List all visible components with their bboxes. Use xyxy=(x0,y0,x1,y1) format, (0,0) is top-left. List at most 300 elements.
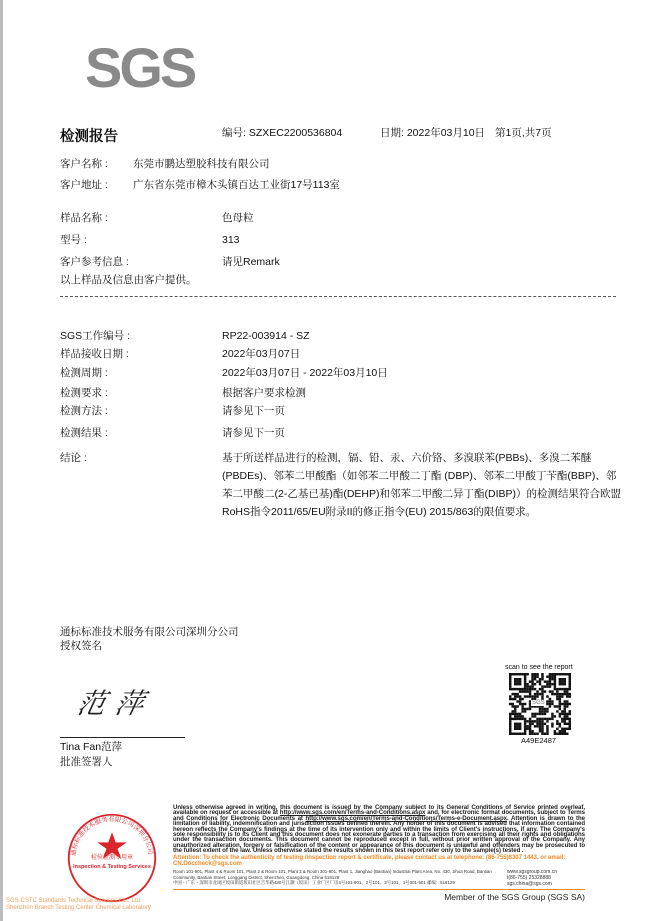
qr-module xyxy=(514,715,516,717)
lab-name xyxy=(6,898,168,912)
qr-module xyxy=(529,693,531,695)
qr-module xyxy=(564,730,566,732)
contacts xyxy=(507,869,585,887)
qr-module xyxy=(519,700,521,702)
qr-module xyxy=(524,703,526,705)
qr-module xyxy=(526,728,528,730)
qr-module xyxy=(524,673,526,675)
page-edge xyxy=(0,0,3,921)
qr-module xyxy=(514,673,516,675)
qr-module xyxy=(559,713,561,715)
qr-module xyxy=(511,713,513,715)
qr-module xyxy=(531,713,533,715)
qr-module xyxy=(566,713,568,715)
qr-module xyxy=(541,690,543,692)
qr-module xyxy=(514,718,516,720)
qr-module xyxy=(566,733,568,735)
qr-module xyxy=(534,675,536,677)
qr-module xyxy=(526,683,528,685)
qr-module xyxy=(524,733,526,735)
qr-module xyxy=(521,688,523,690)
qr-module xyxy=(541,713,543,715)
qr-module xyxy=(509,725,511,727)
qr-module xyxy=(561,720,563,722)
qr-module xyxy=(554,715,556,717)
qr-module xyxy=(564,715,566,717)
qr-module xyxy=(569,675,571,677)
qr-module xyxy=(539,693,541,695)
qr-module xyxy=(519,728,521,730)
qr-module xyxy=(559,678,561,680)
qr-module xyxy=(534,678,536,680)
lab-name-line1: SGS-CSTC Standards Technical Services Co., Ltd. xyxy=(6,898,142,904)
qr-module xyxy=(561,688,563,690)
qr-module xyxy=(514,705,516,707)
qr-module xyxy=(521,718,523,720)
qr-module xyxy=(561,718,563,720)
company-name: 通标标准技术服务有限公司深圳分公司 xyxy=(60,626,239,638)
qr-module xyxy=(546,728,548,730)
qr-module xyxy=(551,703,553,705)
qr-module xyxy=(514,708,516,710)
e-terms-link[interactable]: http://www.sgs.com/en/Terms-and-Conditions/Terms-e-Document.aspx xyxy=(305,814,508,822)
qr-module xyxy=(534,693,536,695)
addresses xyxy=(173,869,501,887)
qr-module xyxy=(569,718,571,720)
qr-module xyxy=(519,698,521,700)
qr-module xyxy=(566,703,568,705)
qr-module xyxy=(529,688,531,690)
qr-module xyxy=(559,723,561,725)
qr-module xyxy=(559,708,561,710)
qr-module xyxy=(509,675,511,677)
qr-module xyxy=(544,713,546,715)
qr-module xyxy=(561,673,563,675)
divider xyxy=(60,296,616,297)
qr-module xyxy=(519,695,521,697)
qr-module xyxy=(541,733,543,735)
qr-module xyxy=(534,715,536,717)
qr-module xyxy=(521,733,523,735)
qr-module xyxy=(519,703,521,705)
qr-module xyxy=(564,708,566,710)
qr-module xyxy=(541,693,543,695)
qr-module xyxy=(556,723,558,725)
qr-module xyxy=(516,688,518,690)
qr-module xyxy=(569,688,571,690)
test-request: 根据客户要求检测 xyxy=(222,387,306,399)
qr-module xyxy=(526,688,528,690)
qr-module xyxy=(566,693,568,695)
qr-module xyxy=(541,723,543,725)
qr-module xyxy=(521,710,523,712)
qr-module xyxy=(511,718,513,720)
qr-module xyxy=(516,723,518,725)
qr-module xyxy=(544,708,546,710)
qr-module xyxy=(566,673,568,675)
sgs-job-number: RP22-003914 - SZ xyxy=(222,330,310,342)
qr-module xyxy=(544,733,546,735)
qr-module xyxy=(524,725,526,727)
qr-module xyxy=(556,690,558,692)
lab-name-line2: Shenzhen Branch Testing Center Chemical Laboratory xyxy=(6,905,151,911)
qr-module xyxy=(544,718,546,720)
qr-module xyxy=(554,678,556,680)
qr-code-id: A49E2487 xyxy=(521,736,557,745)
qr-module xyxy=(531,715,533,717)
qr-module xyxy=(551,675,553,677)
qr-module xyxy=(569,703,571,705)
result-label: 检测结果 : xyxy=(60,427,108,439)
qr-module xyxy=(516,725,518,727)
qr-module xyxy=(531,733,533,735)
qr-module xyxy=(549,678,551,680)
qr-module xyxy=(509,718,511,720)
qr-module xyxy=(516,695,518,697)
qr-module xyxy=(549,703,551,705)
qr-module xyxy=(529,728,531,730)
qr-module xyxy=(551,693,553,695)
sgs-logo xyxy=(85,36,195,99)
qr-module xyxy=(551,673,553,675)
qr-module xyxy=(524,730,526,732)
qr-module xyxy=(509,680,511,682)
qr-module xyxy=(546,703,548,705)
qr-module xyxy=(524,683,526,685)
qr-module xyxy=(541,720,543,722)
qr-module xyxy=(566,700,568,702)
qr-module xyxy=(564,718,566,720)
qr-module xyxy=(519,673,521,675)
authorized-signature-label: 授权签名 xyxy=(60,640,102,652)
signer-role: 批准签署人 xyxy=(60,756,113,768)
qr-module xyxy=(531,678,533,680)
qr-module xyxy=(554,683,556,685)
qr-module xyxy=(531,675,533,677)
qr-module xyxy=(566,718,568,720)
qr-module xyxy=(556,705,558,707)
qr-module xyxy=(519,683,521,685)
qr-module xyxy=(569,683,571,685)
qr-module xyxy=(554,673,556,675)
terms-link[interactable]: http://www.sgs.com/en/Terms-and-Conditions.aspx xyxy=(279,809,426,817)
qr-module xyxy=(529,690,531,692)
qr-module xyxy=(549,680,551,682)
qr-module xyxy=(559,688,561,690)
qr-module xyxy=(519,725,521,727)
qr-module xyxy=(539,688,541,690)
qr-module xyxy=(564,680,566,682)
qr-module xyxy=(509,733,511,735)
qr-module xyxy=(551,678,553,680)
qr-module xyxy=(521,673,523,675)
footer xyxy=(173,805,585,910)
qr-module xyxy=(564,733,566,735)
qr-module xyxy=(546,680,548,682)
disclaimer-text: . Attention is drawn to the limitation of liability, indemnification and jurisdiction issues defined therein. Any holder of this document is advised that information contained hereon reflects the Company's findings at the time of its intervention only and within the limits of Client's instructions, if any. The Company's sole responsibility is to its Client and this document does not exonerate parties to a transaction from exercising all their rights and obligations under the transaction documents. This document cannot be reproduced except in full, without prior written approval of the Company. Any unauthorized alteration, forgery or falsification of the content or appearance of this document is unlawful and offenders may be prosecuted to the fullest extent of the law. Unless otherwise stated the results shown in this test report refer only to the sample(s) tested . xyxy=(173,814,585,855)
sample-name: 色母粒 xyxy=(222,212,254,224)
qr-module xyxy=(546,685,548,687)
client-ref-label: 客户参考信息 : xyxy=(60,256,129,268)
qr-module xyxy=(549,705,551,707)
qr-module xyxy=(524,723,526,725)
qr-module xyxy=(554,675,556,677)
address-cn: 中国・广东・深圳市龙岗区坂田街道坂田社区吉华路430号江灏（坂田）工业厂区厂房4号101-901、2号101、3号101、1号301-501 邮编：518129 xyxy=(173,880,455,886)
qr-module xyxy=(536,718,538,720)
qr-module xyxy=(526,673,528,675)
qr-module xyxy=(536,713,538,715)
qr-module xyxy=(514,725,516,727)
qr-module xyxy=(511,673,513,675)
qr-module xyxy=(536,675,538,677)
model: 313 xyxy=(222,234,240,246)
qr-module xyxy=(514,710,516,712)
qr-module xyxy=(529,733,531,735)
test-period: 2022年03月07日 - 2022年03月10日 xyxy=(222,367,388,379)
qr-module xyxy=(554,730,556,732)
qr-module xyxy=(561,733,563,735)
qr-module xyxy=(561,683,563,685)
qr-module xyxy=(519,733,521,735)
qr-module xyxy=(566,715,568,717)
qr-module xyxy=(509,695,511,697)
qr-module xyxy=(521,715,523,717)
qr-module xyxy=(551,683,553,685)
qr-module xyxy=(544,690,546,692)
qr-module xyxy=(514,723,516,725)
qr-module xyxy=(534,720,536,722)
report-date: 日期: 2022年03月10日 xyxy=(380,127,486,139)
qr-module xyxy=(541,728,543,730)
qr-module xyxy=(516,733,518,735)
qr-module xyxy=(566,688,568,690)
qr-module xyxy=(559,673,561,675)
qr-module xyxy=(556,733,558,735)
qr-module xyxy=(531,695,533,697)
client-address-label: 客户地址 : xyxy=(60,179,108,191)
qr-module xyxy=(526,720,528,722)
qr-module xyxy=(566,723,568,725)
qr-module xyxy=(559,705,561,707)
sample-note: 以上样品及信息由客户提供。 xyxy=(60,274,197,286)
qr-module xyxy=(524,710,526,712)
qr-module xyxy=(516,693,518,695)
qr-module xyxy=(511,705,513,707)
qr-module xyxy=(546,683,548,685)
qr-module xyxy=(569,725,571,727)
period-label: 检测周期 : xyxy=(60,367,108,379)
qr-module xyxy=(554,693,556,695)
qr-module xyxy=(541,685,543,687)
qr-module xyxy=(549,700,551,702)
qr-module xyxy=(521,705,523,707)
qr-caption: scan to see the report xyxy=(505,664,573,671)
qr-module xyxy=(536,725,538,727)
qr-module xyxy=(516,680,518,682)
qr-module xyxy=(541,673,543,675)
qr-module xyxy=(534,683,536,685)
qr-module xyxy=(546,675,548,677)
qr-module xyxy=(524,718,526,720)
qr-module xyxy=(509,730,511,732)
qr-module xyxy=(524,678,526,680)
qr-module xyxy=(539,728,541,730)
qr-module xyxy=(526,690,528,692)
qr-module xyxy=(556,698,558,700)
qr-module xyxy=(569,728,571,730)
qr-module xyxy=(564,683,566,685)
qr-module xyxy=(516,705,518,707)
qr-module xyxy=(549,683,551,685)
qr-module xyxy=(536,695,538,697)
qr-module xyxy=(544,723,546,725)
qr-module xyxy=(511,698,513,700)
qr-module xyxy=(569,713,571,715)
qr-module xyxy=(521,690,523,692)
qr-module xyxy=(529,730,531,732)
qr-module xyxy=(561,678,563,680)
stamp-center-cn: 检验检测专用章 xyxy=(90,855,133,861)
qr-module xyxy=(541,718,543,720)
qr-module xyxy=(559,730,561,732)
qr-module xyxy=(546,710,548,712)
qr-module xyxy=(529,708,531,710)
qr-module xyxy=(511,703,513,705)
qr-module xyxy=(564,678,566,680)
qr-module xyxy=(516,715,518,717)
qr-module xyxy=(564,705,566,707)
qr-module xyxy=(561,730,563,732)
qr-module xyxy=(556,728,558,730)
qr-module xyxy=(561,728,563,730)
qr-module xyxy=(511,693,513,695)
test-method: 请参见下一页 xyxy=(222,405,285,417)
qr-module xyxy=(559,700,561,702)
qr-module xyxy=(514,693,516,695)
qr-module xyxy=(509,713,511,715)
qr-module xyxy=(566,728,568,730)
qr-module xyxy=(569,723,571,725)
qr-module xyxy=(546,733,548,735)
qr-module xyxy=(539,723,541,725)
qr-module xyxy=(561,695,563,697)
qr-module xyxy=(544,710,546,712)
qr-module xyxy=(511,733,513,735)
qr-module xyxy=(509,698,511,700)
qr-module xyxy=(516,728,518,730)
qr-module xyxy=(529,680,531,682)
qr-module xyxy=(536,673,538,675)
qr-module xyxy=(541,688,543,690)
sgs-job-label: SGS工作编号 : xyxy=(60,330,131,342)
qr-module xyxy=(561,713,563,715)
stamp-center-en: Inspection & Testing Services xyxy=(73,864,151,870)
qr-module xyxy=(569,678,571,680)
qr-module xyxy=(559,725,561,727)
page-title: 检测报告 xyxy=(60,129,118,145)
qr-module xyxy=(539,718,541,720)
received-date: 2022年03月07日 xyxy=(222,348,301,360)
qr-module xyxy=(524,720,526,722)
qr-module xyxy=(564,690,566,692)
qr-module xyxy=(539,680,541,682)
qr-module xyxy=(509,678,511,680)
qr-module xyxy=(549,675,551,677)
qr-module xyxy=(514,713,516,715)
logo-text: SGS xyxy=(85,36,195,99)
client-name: 东莞市鹏达塑胶科技有限公司 xyxy=(133,158,270,170)
qr-module xyxy=(509,688,511,690)
qr-module xyxy=(554,680,556,682)
qr-module xyxy=(534,688,536,690)
qr-module xyxy=(526,695,528,697)
member-note: Member of the SGS Group (SGS SA) xyxy=(444,892,585,903)
qr-module xyxy=(539,730,541,732)
footer-rule xyxy=(173,889,585,890)
qr-module xyxy=(524,685,526,687)
qr-module xyxy=(551,700,553,702)
qr-module xyxy=(546,718,548,720)
qr-module xyxy=(539,713,541,715)
qr-module xyxy=(514,728,516,730)
authenticity-notice: Attention: To check the authenticity of testing /inspection report & certificate, please contact us at telephone: (86-755)8307 1443, or email: CN.Doccheck@sgs.com xyxy=(173,854,566,867)
qr-module xyxy=(564,693,566,695)
disclaimer-text: and, for electronic format documents, subject to Terms and Conditions for Electronic Documents at xyxy=(173,809,585,822)
website[interactable]: www.sgsgroup.com.cn xyxy=(507,869,558,876)
qr-module xyxy=(561,693,563,695)
qr-module xyxy=(551,713,553,715)
conclusion-label: 结论 : xyxy=(60,452,87,464)
qr-module xyxy=(514,688,516,690)
qr-module xyxy=(559,693,561,695)
qr-module xyxy=(541,678,543,680)
qr-module xyxy=(534,695,536,697)
report-number: 编号: SZXEC2200536804 xyxy=(222,127,343,139)
qr-module xyxy=(561,710,563,712)
qr-module xyxy=(559,680,561,682)
qr-module xyxy=(514,678,516,680)
qr-module xyxy=(539,708,541,710)
qr-module xyxy=(564,688,566,690)
qr-module xyxy=(559,683,561,685)
qr-module xyxy=(509,715,511,717)
qr-module xyxy=(556,688,558,690)
qr-module xyxy=(529,720,531,722)
qr-module xyxy=(539,683,541,685)
email[interactable]: sgs.china@sgs.com xyxy=(507,881,552,888)
qr-module xyxy=(551,723,553,725)
qr-module xyxy=(546,695,548,697)
qr-module xyxy=(531,723,533,725)
qr-module xyxy=(564,710,566,712)
qr-module xyxy=(564,700,566,702)
qr-module xyxy=(519,723,521,725)
qr-module xyxy=(524,688,526,690)
qr-module xyxy=(514,695,516,697)
qr-module xyxy=(529,725,531,727)
qr-module xyxy=(541,708,543,710)
qr-module xyxy=(546,720,548,722)
qr-module xyxy=(569,673,571,675)
qr-module xyxy=(551,725,553,727)
qr-module xyxy=(509,728,511,730)
qr-module xyxy=(521,698,523,700)
qr-module xyxy=(531,673,533,675)
qr-module xyxy=(549,673,551,675)
qr-module xyxy=(516,718,518,720)
qr-module xyxy=(536,720,538,722)
test-result: 请参见下一页 xyxy=(222,427,285,439)
